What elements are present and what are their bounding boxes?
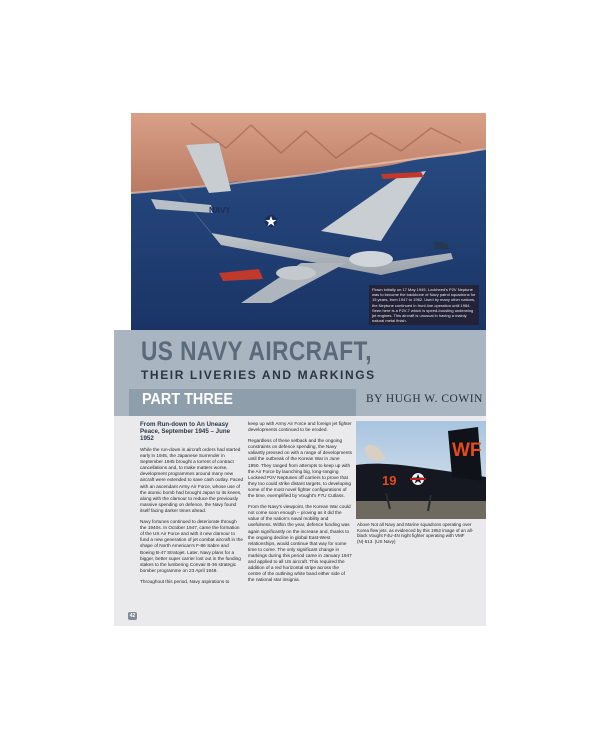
author-byline: BY HUGH W. COWIN — [366, 393, 483, 405]
paragraph: While the run-down in aircraft orders had started early in 1945, the Japanese Surrender in September 1945 brought a torrent of contract cancellations and, to make matters worse, development programmes around many new aircraft were extended to save cash outlay. Faced with an ascendant Army Air Force, whose use of the atomic bomb had brought Japan to its knees, along with the clamour to reduce the previously massive spending on defence, the Navy found itself facing darker times ahead. — [140, 447, 244, 513]
right-photo-caption: Above Not all Navy and Marine squadrons operating over Korea flew jets, as evidenced by this 1952 image of an all-black Vought F4U-4N night fighter operating with VMF (N)-513. (US Navy) — [357, 522, 474, 544]
article-column-1 — [140, 421, 244, 626]
article-column-2 — [248, 421, 352, 626]
tail-code-text: WF — [452, 440, 482, 461]
svg-text:NAVY: NAVY — [209, 206, 231, 215]
corsair-aircraft-photo — [356, 421, 486, 519]
paragraph: From the Navy's viewpoint, the Korean War could not come soon enough – proving as it did the value of the nation's naval mobility and usefulness. Within the year, defence funding was again significantly on the increase and, thanks to the ongoing decline in global East-West relationships, would continue that way for some time to come. The only significant change in markings during this period came in January 1947 and applied to all US aircraft. This required the addition of a red horizontal stripe across the centre of the outlining white band either side of the national star insignia. — [248, 504, 352, 583]
part-label: PART THREE — [142, 391, 233, 408]
article-subtitle: THEIR LIVERIES AND MARKINGS — [141, 368, 376, 382]
paragraph: Navy fortunes continued to deteriorate through the 1940s. In October 1947, came the formation of the US Air Force and with it new clamour to fund a new generation of jet combat aircraft in the shape of North American's F-86 Sabre and Boeing B-47 Stratojet. Later, Navy plans for a bigger, better super carrier lost out in the funding stakes to the lumbering Convair B-36 strategic bomber programme on 23 April 1949. — [140, 519, 243, 573]
section-subhead: From Run-down to An Uneasy Peace, September 1945 – June 1952 — [140, 421, 231, 442]
top-photo-caption: Flown initially on 17 May 1945, Lockheed's P2V Neptune was to become the backbone of Navy patrol squadrons for 15 years, from 1947 to 1962. Used by many other nations, the Neptune continued in front-line operation until 1984. Seen here is a P2V-7 which is speed-boosting underwing jet engines. This aircraft is unusual in having a mainly natural metal finish. — [369, 285, 479, 325]
article-title: US NAVY AIRCRAFT, — [141, 336, 373, 366]
fuselage-number-text: 19 — [382, 473, 397, 488]
paragraph: Regardless of these setback and the ongoing constraints on defence spending, the Navy valiantly pressed on with a range of developments until the outbreak of the Korean War in June 1950. They ranged from attempts to keep up with the Air Force by launching big, long-ranging Lockeed P2V Neptunes off carriers to prove that they too could strike distant targets, to developing some of the most novel fighter configurations of the time, exemplified by Vought's F7U Cutlass. — [248, 438, 352, 499]
paragraph: Throughout this period, Navy aspirations to — [140, 578, 230, 584]
paragraph: keep up with Army Air Force and foreign jet fighter developments continued to be eroded. — [248, 421, 352, 433]
page-number: 42 — [129, 613, 136, 619]
